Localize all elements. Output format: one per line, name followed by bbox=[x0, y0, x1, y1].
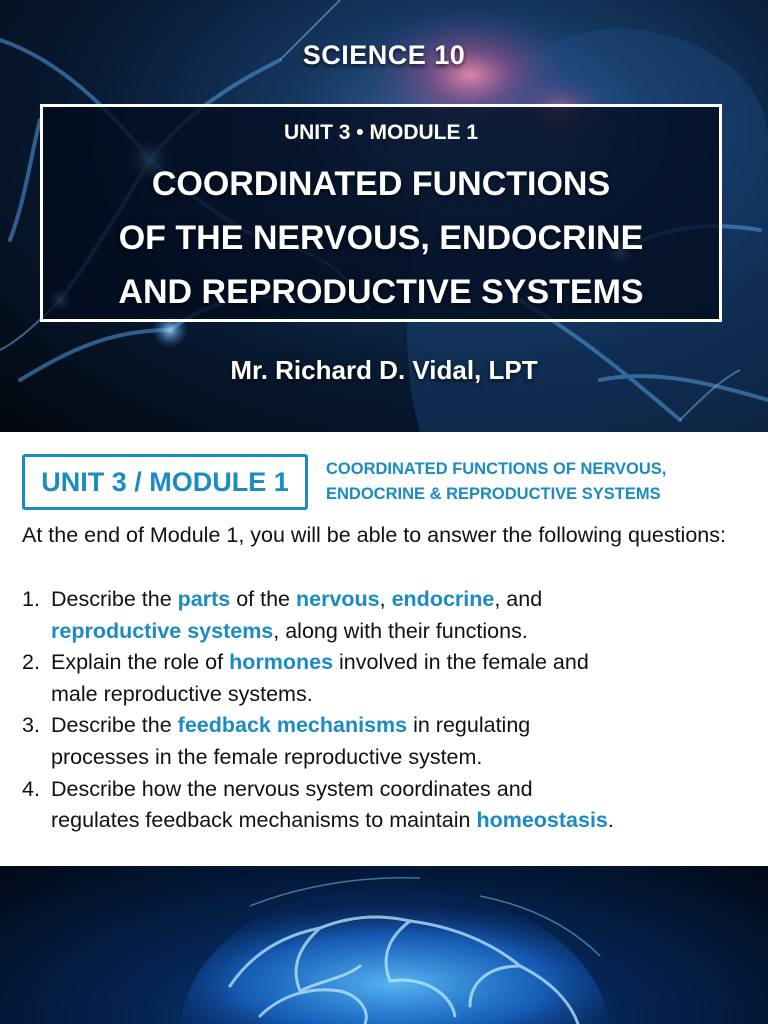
unit-module-badge: UNIT 3 / MODULE 1 bbox=[22, 454, 308, 510]
slide-header bbox=[326, 457, 756, 507]
objective-number: 2. bbox=[22, 650, 40, 675]
objective-number: 4. bbox=[22, 776, 40, 801]
text-run: involved in the female and bbox=[333, 650, 589, 675]
keyword: feedback mechanisms bbox=[177, 713, 408, 738]
text-run: , and bbox=[494, 587, 543, 611]
intro-text: At the end of Module 1, you will be able to answer the following questions: bbox=[22, 523, 726, 547]
text-run: male reproductive systems. bbox=[51, 681, 313, 706]
objective-line bbox=[51, 742, 757, 774]
keyword: endocrine bbox=[391, 587, 495, 611]
keyword: homeostasis bbox=[476, 808, 608, 833]
objectives-slide bbox=[0, 432, 768, 866]
objective-line bbox=[51, 647, 757, 679]
text-run: of the bbox=[230, 587, 296, 611]
text-run: , along with their functions. bbox=[273, 618, 528, 643]
unit-module-label: UNIT 3 • MODULE 1 bbox=[283, 121, 479, 144]
text-run: Describe the bbox=[51, 587, 178, 611]
text-run: in regulating bbox=[407, 713, 531, 738]
objective-line bbox=[51, 805, 757, 837]
text-run: Explain the role of bbox=[51, 650, 230, 675]
brain-slide bbox=[0, 866, 768, 1024]
keyword: hormones bbox=[229, 650, 334, 675]
module-title-line: OF THE NERVOUS, ENDOCRINE bbox=[118, 219, 644, 257]
module-title-line: COORDINATED FUNCTIONS bbox=[151, 165, 611, 203]
keyword: nervous bbox=[296, 587, 380, 611]
objective-number: 1. bbox=[22, 587, 40, 611]
text-run: . bbox=[607, 808, 614, 833]
text-run: Describe how the nervous system coordinates and bbox=[51, 776, 533, 801]
text-run: processes in the female reproductive system. bbox=[51, 744, 483, 769]
title-slide bbox=[0, 0, 768, 432]
objective-line bbox=[51, 710, 757, 742]
objective-line bbox=[51, 616, 757, 648]
brain-image bbox=[0, 866, 768, 1024]
objective-item bbox=[22, 584, 757, 647]
module-title bbox=[43, 157, 719, 319]
objective-line bbox=[51, 584, 757, 616]
subject-title: SCIENCE 10 bbox=[302, 40, 466, 70]
objective-line bbox=[51, 679, 757, 711]
objective-number: 3. bbox=[22, 713, 40, 738]
text-run: , bbox=[379, 587, 392, 611]
objective-item bbox=[22, 710, 757, 773]
objectives-list bbox=[22, 584, 757, 837]
text-run: Describe the bbox=[51, 713, 178, 738]
objective-line bbox=[51, 774, 757, 806]
slide-header-line: ENDOCRINE & REPRODUCTIVE SYSTEMS bbox=[326, 485, 661, 503]
module-title-line: AND REPRODUCTIVE SYSTEMS bbox=[118, 273, 644, 311]
slide-header-line: COORDINATED FUNCTIONS OF NERVOUS, bbox=[326, 460, 667, 478]
text-run: regulates feedback mechanisms to maintain bbox=[51, 808, 477, 833]
objective-item bbox=[22, 774, 757, 837]
keyword: parts bbox=[177, 587, 231, 611]
author-name: Mr. Richard D. Vidal, LPT bbox=[230, 355, 538, 385]
keyword: reproductive systems bbox=[51, 618, 274, 643]
title-frame bbox=[40, 104, 722, 322]
objective-item bbox=[22, 647, 757, 710]
